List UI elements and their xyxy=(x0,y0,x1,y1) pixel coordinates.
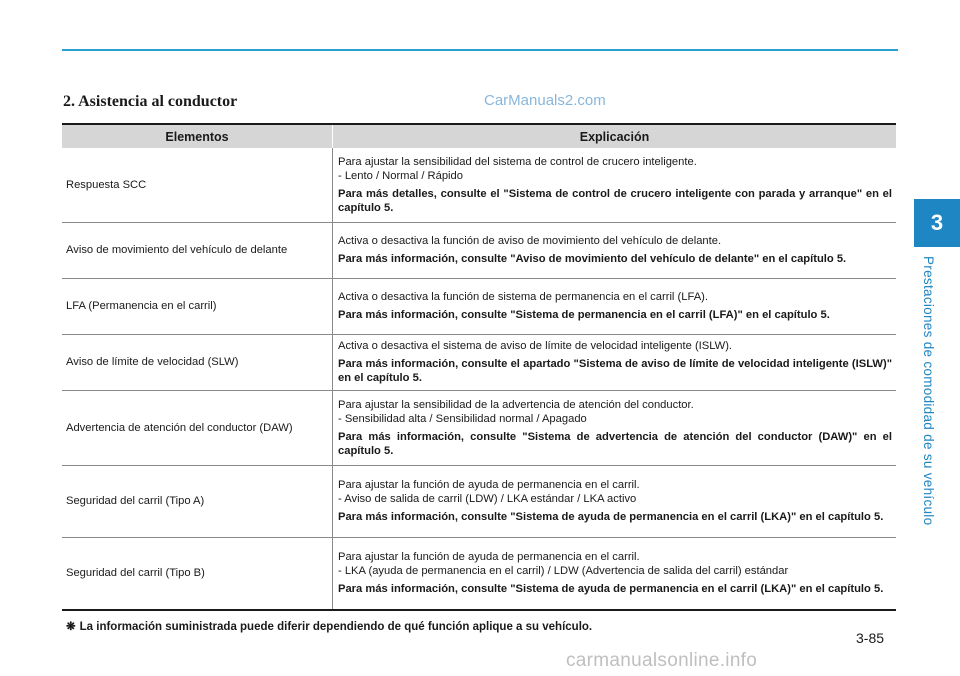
table-row xyxy=(62,148,896,222)
row-description-line: - Lento / Normal / Rápido xyxy=(338,169,463,182)
row-explanation xyxy=(333,222,897,278)
chapter-title: Prestaciones de comodidad de su vehículo xyxy=(921,256,936,526)
watermark-top: CarManuals2.com xyxy=(484,92,606,109)
row-reference-note: Para más detalles, consulte el "Sistema de control de crucero inteligente con parada y arranque" en el capítulo 5. xyxy=(338,187,892,214)
watermark-bottom: carmanualsonline.info xyxy=(566,650,758,671)
row-description-line: Activa o desactiva el sistema de aviso de límite de velocidad inteligente (ISLW). xyxy=(338,340,733,352)
section-title: 2. Asistencia al conductor xyxy=(63,93,238,110)
header-explanation: Explicación xyxy=(333,124,897,148)
row-description-line: - LKA (ayuda de permanencia en el carril) / LDW (Advertencia de salida del carril) estándar xyxy=(338,565,789,578)
table-row xyxy=(62,334,896,390)
row-description-line: Para ajustar la función de ayuda de permanencia en el carril. xyxy=(338,479,640,491)
row-description-line: Activa o desactiva la función de aviso de movimiento del vehículo de delante. xyxy=(338,235,722,247)
row-reference-note: Para más información, consulte el apartado "Sistema de aviso de límite de velocidad inteligente (ISLW)" en el capítulo 5. xyxy=(338,358,892,384)
row-element: Aviso de movimiento del vehículo de delante xyxy=(62,222,333,278)
row-reference-note: Para más información, consulte "Sistema de advertencia de atención del conductor (DAW)" en el capítulo 5. xyxy=(338,430,892,457)
row-explanation xyxy=(333,278,897,334)
row-element: Seguridad del carril (Tipo A) xyxy=(62,465,333,537)
row-description-line: - Aviso de salida de carril (LDW) / LKA estándar / LKA activo xyxy=(338,493,637,505)
table-row xyxy=(62,278,896,334)
row-element: Advertencia de atención del conductor (DAW) xyxy=(62,390,333,465)
driver-assistance-table xyxy=(62,123,896,611)
row-element: Aviso de límite de velocidad (SLW) xyxy=(62,334,333,390)
row-element: LFA (Permanencia en el carril) xyxy=(62,278,333,334)
table-row xyxy=(62,390,896,465)
footnote-text: La información suministrada puede diferir dependiendo de qué función aplique a su vehículo. xyxy=(79,621,593,633)
table-row xyxy=(62,537,896,610)
row-explanation xyxy=(333,334,897,390)
row-explanation xyxy=(333,465,897,537)
row-reference-note: Para más información, consulte "Aviso de movimiento del vehículo de delante" en el capítulo 5. xyxy=(338,253,847,265)
header-elements: Elementos xyxy=(62,124,333,148)
row-explanation xyxy=(333,390,897,465)
row-description-line: Para ajustar la función de ayuda de permanencia en el carril. xyxy=(338,551,640,564)
table-header-row xyxy=(62,124,896,148)
footnote xyxy=(66,619,592,633)
row-reference-note: Para más información, consulte "Sistema de ayuda de permanencia en el carril (LKA)" en el capítulo 5. xyxy=(338,511,884,523)
row-description-line: Activa o desactiva la función de sistema de permanencia en el carril (LFA). xyxy=(338,291,708,303)
row-reference-note: Para más información, consulte "Sistema de ayuda de permanencia en el carril (LKA)" en el capítulo 5. xyxy=(338,583,884,596)
chapter-tab: 3 xyxy=(914,199,960,247)
page-number: 3-85 xyxy=(856,630,885,646)
table-row xyxy=(62,465,896,537)
row-element: Respuesta SCC xyxy=(62,148,333,222)
row-reference-note: Para más información, consulte "Sistema de permanencia en el carril (LFA)" en el capítulo 5. xyxy=(338,309,830,321)
row-description-line: Para ajustar la sensibilidad de la advertencia de atención del conductor. xyxy=(338,398,694,411)
top-rule xyxy=(62,49,898,51)
row-explanation xyxy=(333,537,897,610)
row-element: Seguridad del carril (Tipo B) xyxy=(62,537,333,610)
row-explanation xyxy=(333,148,897,222)
footnote-star-icon: ❋ xyxy=(66,621,76,633)
table-row xyxy=(62,222,896,278)
row-description-line: - Sensibilidad alta / Sensibilidad normal / Apagado xyxy=(338,412,587,425)
row-description-line: Para ajustar la sensibilidad del sistema de control de crucero inteligente. xyxy=(338,155,697,168)
